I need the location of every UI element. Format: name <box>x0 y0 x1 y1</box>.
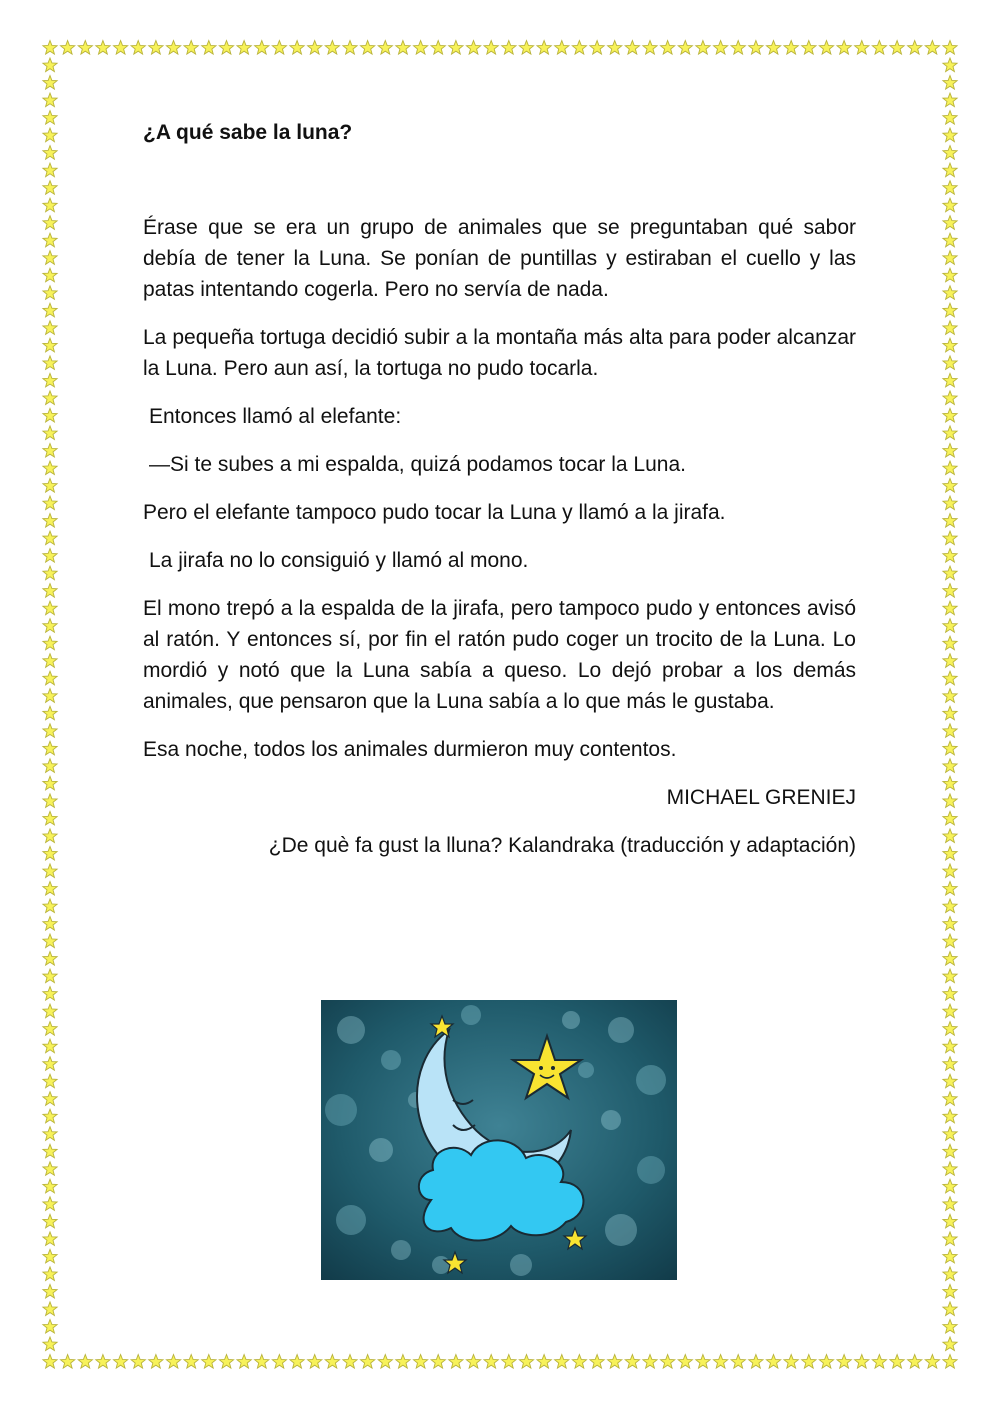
border-star-icon <box>625 41 639 55</box>
border-star-icon <box>678 1355 692 1369</box>
border-star-icon <box>943 76 957 90</box>
border-star-icon <box>943 636 957 650</box>
border-star-icon <box>308 1355 322 1369</box>
border-star-icon <box>608 1355 622 1369</box>
border-star-icon <box>43 1337 57 1351</box>
border-star-icon <box>378 41 392 55</box>
border-star-icon <box>43 969 57 983</box>
border-star-icon <box>43 496 57 510</box>
border-star-icon <box>943 111 957 125</box>
border-star-icon <box>43 636 57 650</box>
border-star-icon <box>943 584 957 598</box>
border-star-icon <box>43 1004 57 1018</box>
border-star-icon <box>943 689 957 703</box>
border-star-icon <box>837 1355 851 1369</box>
border-star-icon <box>43 146 57 160</box>
border-star-icon <box>643 41 657 55</box>
border-star-icon <box>325 1355 339 1369</box>
border-star-icon <box>43 759 57 773</box>
border-star-icon <box>131 1355 145 1369</box>
border-star-icon <box>943 1232 957 1246</box>
border-star-icon <box>943 1267 957 1281</box>
border-star-icon <box>43 706 57 720</box>
border-star-icon <box>643 1355 657 1369</box>
border-star-icon <box>43 689 57 703</box>
border-star-icon <box>714 1355 728 1369</box>
border-star-icon <box>908 41 922 55</box>
border-star-icon <box>766 41 780 55</box>
border-star-icon <box>43 163 57 177</box>
border-star-icon <box>43 724 57 738</box>
border-star-icon <box>43 776 57 790</box>
border-star-icon <box>943 654 957 668</box>
border-star-icon <box>308 41 322 55</box>
border-star-icon <box>43 654 57 668</box>
border-star-icon <box>943 1109 957 1123</box>
border-star-icon <box>114 1355 128 1369</box>
border-star-icon <box>43 1249 57 1263</box>
border-star-icon <box>449 1355 463 1369</box>
border-star-icon <box>43 531 57 545</box>
paragraph-6: La jirafa no lo consiguió y llamó al mono. <box>149 549 529 572</box>
border-star-icon <box>943 1127 957 1141</box>
border-star-icon <box>272 41 286 55</box>
border-star-icon <box>43 426 57 440</box>
border-star-icon <box>943 741 957 755</box>
border-star-icon <box>43 829 57 843</box>
border-star-icon <box>696 41 710 55</box>
border-star-icon <box>943 163 957 177</box>
border-star-icon <box>943 759 957 773</box>
border-star-icon <box>943 1320 957 1334</box>
border-star-icon <box>943 829 957 843</box>
border-star-icon <box>943 549 957 563</box>
border-star-icon <box>572 1355 586 1369</box>
border-star-icon <box>43 741 57 755</box>
border-star-icon <box>943 41 957 55</box>
border-star-icon <box>943 303 957 317</box>
border-star-icon <box>43 303 57 317</box>
border-star-icon <box>43 58 57 72</box>
border-star-icon <box>43 1039 57 1053</box>
border-star-icon <box>802 41 816 55</box>
border-star-icon <box>943 479 957 493</box>
border-star-icon <box>272 1355 286 1369</box>
border-star-icon <box>166 41 180 55</box>
paragraph-5: Pero el elefante tampoco pudo tocar la Luna y llamó a la jirafa. <box>143 501 726 524</box>
border-star-icon <box>43 1302 57 1316</box>
border-star-icon <box>43 1092 57 1106</box>
border-star-icon <box>537 1355 551 1369</box>
border-star-icon <box>943 338 957 352</box>
border-star-icon <box>43 1267 57 1281</box>
border-star-icon <box>43 111 57 125</box>
border-star-icon <box>43 1284 57 1298</box>
paragraph-3: Entonces llamó al elefante: <box>149 405 402 428</box>
border-star-icon <box>61 1355 75 1369</box>
border-star-icon <box>43 373 57 387</box>
border-star-icon <box>943 1355 957 1369</box>
border-star-icon <box>43 1320 57 1334</box>
border-star-icon <box>837 41 851 55</box>
border-star-icon <box>502 41 516 55</box>
border-star-icon <box>396 1355 410 1369</box>
paragraph-1: Érase que se era un grupo de animales que se preguntaban qué sabor debía de tener la Luna. Se ponían de puntillas y estiraban el cuello y las patas intentando cogerla. Pero no servía de nada. <box>143 216 856 301</box>
border-star-icon <box>219 1355 233 1369</box>
border-star-icon <box>943 1249 957 1263</box>
border-star-icon <box>784 41 798 55</box>
border-star-icon <box>943 58 957 72</box>
border-star-icon <box>378 1355 392 1369</box>
border-star-icon <box>43 251 57 265</box>
border-star-icon <box>184 1355 198 1369</box>
border-star-icon <box>43 864 57 878</box>
border-star-icon <box>202 1355 216 1369</box>
border-star-icon <box>943 811 957 825</box>
border-star-icon <box>943 531 957 545</box>
story-content <box>143 116 856 861</box>
border-star-icon <box>943 373 957 387</box>
border-star-icon <box>43 1162 57 1176</box>
border-star-icon <box>943 952 957 966</box>
border-star-icon <box>414 41 428 55</box>
paragraph-7: El mono trepó a la espalda de la jirafa, pero tampoco pudo y entonces avisó al ratón. Y entonces sí, por fin el ratón pudo coger un trocito de la Luna. Lo mordió y notó que la Luna sabía a queso. Lo dejó probar a los demás animales, que pensaron que la Luna sabía a lo que más le gustaba. <box>143 597 856 713</box>
border-star-icon <box>43 444 57 458</box>
border-star-icon <box>43 1144 57 1158</box>
border-star-icon <box>466 1355 480 1369</box>
border-star-icon <box>943 216 957 230</box>
border-star-icon <box>325 41 339 55</box>
border-star-icon <box>943 128 957 142</box>
border-star-icon <box>361 1355 375 1369</box>
border-star-icon <box>766 1355 780 1369</box>
border-star-icon <box>943 408 957 422</box>
border-star-icon <box>43 1355 57 1369</box>
border-star-icon <box>484 41 498 55</box>
border-star-icon <box>661 1355 675 1369</box>
border-star-icon <box>43 952 57 966</box>
border-star-icon <box>61 41 75 55</box>
border-star-icon <box>43 408 57 422</box>
border-star-icon <box>466 41 480 55</box>
border-star-icon <box>43 899 57 913</box>
border-star-icon <box>943 864 957 878</box>
border-star-icon <box>414 1355 428 1369</box>
border-star-icon <box>925 41 939 55</box>
border-star-icon <box>519 1355 533 1369</box>
border-star-icon <box>502 1355 516 1369</box>
border-star-icon <box>872 41 886 55</box>
border-star-icon <box>749 41 763 55</box>
border-star-icon <box>431 41 445 55</box>
border-star-icon <box>731 1355 745 1369</box>
border-star-icon <box>43 601 57 615</box>
border-star-icon <box>43 128 57 142</box>
border-star-icon <box>96 1355 110 1369</box>
border-star-icon <box>590 41 604 55</box>
border-star-icon <box>590 1355 604 1369</box>
border-star-icon <box>943 1074 957 1088</box>
border-star-icon <box>43 1197 57 1211</box>
border-star-icon <box>43 391 57 405</box>
border-star-icon <box>43 338 57 352</box>
border-star-icon <box>78 1355 92 1369</box>
border-star-icon <box>43 479 57 493</box>
border-star-icon <box>943 1302 957 1316</box>
border-star-icon <box>555 41 569 55</box>
border-star-icon <box>943 146 957 160</box>
border-star-icon <box>43 356 57 370</box>
border-star-icon <box>78 41 92 55</box>
border-star-icon <box>43 321 57 335</box>
border-star-icon <box>943 444 957 458</box>
border-star-icon <box>943 268 957 282</box>
border-star-icon <box>943 93 957 107</box>
border-star-icon <box>943 566 957 580</box>
border-star-icon <box>43 93 57 107</box>
paragraph-4-dialogue: —Si te subes a mi espalda, quizá podamos tocar la Luna. <box>149 453 686 476</box>
border-star-icon <box>149 1355 163 1369</box>
border-star-icon <box>714 41 728 55</box>
border-star-icon <box>625 1355 639 1369</box>
border-star-icon <box>343 1355 357 1369</box>
border-star-icon <box>943 899 957 913</box>
border-star-icon <box>166 1355 180 1369</box>
border-star-icon <box>943 198 957 212</box>
border-star-icon <box>237 1355 251 1369</box>
border-star-icon <box>555 1355 569 1369</box>
border-star-icon <box>43 268 57 282</box>
border-star-icon <box>43 917 57 931</box>
border-star-icon <box>784 1355 798 1369</box>
border-star-icon <box>537 41 551 55</box>
border-star-icon <box>943 251 957 265</box>
border-star-icon <box>149 41 163 55</box>
border-star-icon <box>943 286 957 300</box>
border-star-icon <box>749 1355 763 1369</box>
border-star-icon <box>255 1355 269 1369</box>
border-star-icon <box>943 1197 957 1211</box>
border-star-icon <box>43 461 57 475</box>
border-star-icon <box>943 671 957 685</box>
border-star-icon <box>943 1214 957 1228</box>
border-star-icon <box>943 917 957 931</box>
border-star-icon <box>608 41 622 55</box>
border-star-icon <box>943 496 957 510</box>
border-star-icon <box>43 794 57 808</box>
border-star-icon <box>855 41 869 55</box>
border-star-icon <box>43 1127 57 1141</box>
border-star-icon <box>943 233 957 247</box>
border-star-icon <box>43 619 57 633</box>
border-star-icon <box>731 41 745 55</box>
border-star-icon <box>43 514 57 528</box>
border-star-icon <box>943 1039 957 1053</box>
border-star-icon <box>43 198 57 212</box>
border-star-icon <box>43 846 57 860</box>
border-star-icon <box>43 1109 57 1123</box>
border-star-icon <box>943 882 957 896</box>
border-star-icon <box>43 181 57 195</box>
border-star-icon <box>943 601 957 615</box>
border-star-icon <box>43 1057 57 1071</box>
border-star-icon <box>572 41 586 55</box>
border-star-icon <box>255 41 269 55</box>
border-star-icon <box>943 1337 957 1351</box>
border-star-icon <box>43 216 57 230</box>
author-name: MICHAEL GRENIEJ <box>666 786 856 809</box>
border-star-icon <box>43 76 57 90</box>
border-star-icon <box>943 1022 957 1036</box>
border-star-icon <box>872 1355 886 1369</box>
border-star-icon <box>819 41 833 55</box>
border-star-icon <box>943 724 957 738</box>
border-star-icon <box>131 41 145 55</box>
border-star-icon <box>943 181 957 195</box>
border-star-icon <box>43 1022 57 1036</box>
border-star-icon <box>361 41 375 55</box>
border-star-icon <box>925 1355 939 1369</box>
border-star-icon <box>943 706 957 720</box>
paragraph-2: La pequeña tortuga decidió subir a la montaña más alta para poder alcanzar la Luna. Pero aun así, la tortuga no pudo tocarla. <box>143 326 856 380</box>
border-star-icon <box>219 41 233 55</box>
border-star-icon <box>43 584 57 598</box>
border-star-icon <box>943 619 957 633</box>
border-star-icon <box>943 1057 957 1071</box>
border-star-icon <box>43 1074 57 1088</box>
border-star-icon <box>43 41 57 55</box>
border-star-icon <box>943 1284 957 1298</box>
border-star-icon <box>943 1092 957 1106</box>
border-star-icon <box>43 987 57 1001</box>
border-star-icon <box>943 776 957 790</box>
border-star-icon <box>43 811 57 825</box>
border-star-icon <box>943 846 957 860</box>
border-star-icon <box>519 41 533 55</box>
border-star-icon <box>943 794 957 808</box>
source-credit: ¿De què fa gust la lluna? Kalandraka (traducción y adaptación) <box>268 834 856 857</box>
border-star-icon <box>484 1355 498 1369</box>
story-title: ¿A qué sabe la luna? <box>143 121 353 144</box>
border-star-icon <box>943 426 957 440</box>
border-star-icon <box>943 391 957 405</box>
border-star-icon <box>943 1144 957 1158</box>
border-star-icon <box>661 41 675 55</box>
paragraph-8: Esa noche, todos los animales durmieron muy contentos. <box>143 738 677 761</box>
border-star-icon <box>449 41 463 55</box>
border-star-icon <box>114 41 128 55</box>
border-star-icon <box>96 41 110 55</box>
border-star-icon <box>943 1004 957 1018</box>
border-star-icon <box>943 969 957 983</box>
border-star-icon <box>43 286 57 300</box>
border-star-icon <box>943 514 957 528</box>
border-star-icon <box>943 987 957 1001</box>
border-star-icon <box>43 1179 57 1193</box>
moon-illustration <box>321 1000 677 1280</box>
border-star-icon <box>431 1355 445 1369</box>
border-star-icon <box>943 321 957 335</box>
border-star-icon <box>237 41 251 55</box>
border-star-icon <box>943 1162 957 1176</box>
border-star-icon <box>343 41 357 55</box>
border-star-icon <box>290 41 304 55</box>
border-star-icon <box>855 1355 869 1369</box>
border-star-icon <box>43 671 57 685</box>
border-star-icon <box>290 1355 304 1369</box>
border-star-icon <box>943 934 957 948</box>
border-star-icon <box>943 356 957 370</box>
border-star-icon <box>802 1355 816 1369</box>
border-star-icon <box>43 1214 57 1228</box>
border-star-icon <box>943 1179 957 1193</box>
border-star-icon <box>202 41 216 55</box>
border-star-icon <box>43 1232 57 1246</box>
border-star-icon <box>43 882 57 896</box>
border-star-icon <box>908 1355 922 1369</box>
border-star-icon <box>43 566 57 580</box>
border-star-icon <box>696 1355 710 1369</box>
border-star-icon <box>184 41 198 55</box>
border-star-icon <box>943 461 957 475</box>
border-star-icon <box>43 934 57 948</box>
border-star-icon <box>396 41 410 55</box>
border-star-icon <box>819 1355 833 1369</box>
border-star-icon <box>890 1355 904 1369</box>
border-star-icon <box>890 41 904 55</box>
border-star-icon <box>43 549 57 563</box>
border-star-icon <box>678 41 692 55</box>
border-star-icon <box>43 233 57 247</box>
